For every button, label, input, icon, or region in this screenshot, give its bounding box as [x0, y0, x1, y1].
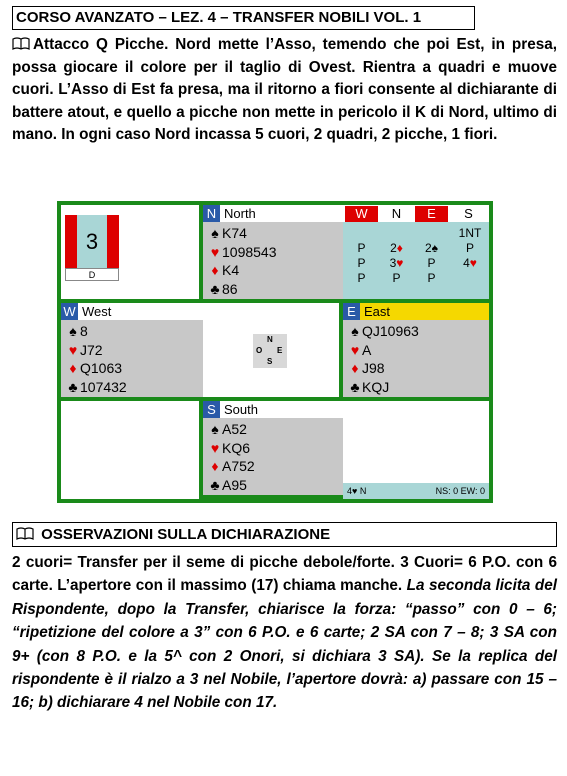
bid-w2: P — [357, 256, 366, 270]
board-number: 3 — [77, 215, 107, 268]
east-diamonds: J98 — [362, 360, 385, 376]
bid-s1: 1NT — [458, 226, 482, 240]
result-bar — [343, 483, 489, 499]
south-letter: S — [203, 401, 220, 418]
heart-icon: ♥ — [210, 243, 220, 260]
east-clubs: KQJ — [362, 378, 390, 395]
board-number-cell — [61, 205, 199, 299]
book-icon — [16, 527, 34, 540]
east-spades: QJ10963 — [362, 323, 419, 339]
west-clubs: 107432 — [80, 378, 127, 395]
auction-header-w: W — [345, 206, 378, 222]
south-diamonds: A752 — [222, 458, 255, 474]
club-icon: ♣ — [68, 378, 78, 395]
bridge-diagram — [57, 201, 493, 503]
compass-s: S — [267, 357, 273, 366]
south-clubs: A95 — [222, 476, 247, 493]
west-hand — [61, 303, 203, 397]
commentary-text: Attacco Q Picche. Nord mette l’Asso, temendo che poi Est, in presa, possa giocare il colore per il taglio di Ovest. Rientra a quadri e muove cuori. L’Asso di Est fa presa, ma il ritorno a fiori consente al dichiarante di battere atout, e quello a picche non mette in pericolo il K di Nord, ultimo di mano. In ogni caso Nord incassa 5 cuori, 2 quadri, 2 picche, 1 fiori. — [12, 36, 557, 143]
bid-s2: P — [465, 241, 474, 255]
north-spades: K74 — [222, 225, 247, 241]
book-icon — [12, 37, 30, 50]
play-commentary — [12, 34, 557, 147]
vulnerability: NS: 0 EW: 0 — [435, 486, 485, 496]
south-spades: A52 — [222, 421, 247, 437]
club-icon: ♣ — [210, 476, 220, 493]
north-letter: N — [203, 205, 220, 222]
compass-n: N — [267, 335, 273, 344]
east-hand — [343, 303, 489, 397]
auction-box — [343, 205, 489, 299]
bid-w3: P — [357, 271, 366, 285]
west-name: West — [82, 304, 112, 319]
notes-italic: La seconda licita del Rispondente, dopo la Transfer, chiarisce la forza: “passo” con 0 – 6; “ripetizione del colore a 3” con 6 P.O. e 6 carte; 2 SA con 7 – 8; 3 SA con 9+ (con 8 P.O. e la 5^ con 2 Onori, si dichiara 3 SA). Se la replica del rispondente è il rialzo a 3 nel Nobile, l’apertore dovrà: a) passare con 15 – 16; b) dichiarare 4 nel Nobile con 17. — [12, 577, 558, 712]
bidding-notes — [12, 551, 557, 715]
auction-header-e: E — [415, 206, 448, 222]
west-diamonds: Q1063 — [80, 360, 123, 376]
north-clubs: 86 — [222, 280, 238, 297]
bid-n1: 2♦ — [390, 241, 403, 255]
north-hearts: 1098543 — [222, 243, 277, 260]
west-letter: W — [61, 303, 78, 320]
diamond-icon: ♦ — [211, 458, 219, 474]
south-hand — [203, 401, 345, 495]
auction-header-s: S — [464, 206, 473, 221]
heart-icon: ♥ — [210, 439, 220, 456]
page-title: CORSO AVANZATO – LEZ. 4 – TRANSFER NOBILI VOL. 1 — [16, 9, 422, 26]
title-bar — [12, 6, 475, 30]
diamond-icon: ♦ — [211, 262, 219, 278]
contract: 4♥ N — [347, 486, 367, 496]
result-cell — [343, 401, 489, 499]
spade-icon: ♠ — [211, 225, 219, 241]
dealer-label: D — [65, 268, 119, 281]
east-hearts: A — [362, 341, 372, 358]
section-bar — [12, 522, 557, 547]
bid-n2: 3♥ — [389, 256, 404, 270]
club-icon: ♣ — [210, 280, 220, 297]
spade-icon: ♠ — [69, 323, 77, 339]
table-center — [203, 303, 339, 397]
empty-cell — [61, 401, 199, 499]
bid-e3: P — [427, 271, 436, 285]
auction-header-n: N — [391, 206, 402, 221]
compass — [253, 334, 287, 368]
north-hand — [203, 205, 345, 299]
north-diamonds: K4 — [222, 262, 240, 278]
bid-w1: P — [357, 241, 366, 255]
compass-o: O — [256, 346, 263, 355]
east-letter: E — [343, 303, 360, 320]
west-hearts: J72 — [80, 341, 103, 358]
diamond-icon: ♦ — [351, 360, 359, 376]
bid-n3: P — [392, 271, 401, 285]
heart-icon: ♥ — [350, 341, 360, 358]
west-spades: 8 — [80, 323, 88, 339]
south-name: South — [224, 402, 258, 417]
heart-icon: ♥ — [68, 341, 78, 358]
spade-icon: ♠ — [351, 323, 359, 339]
bid-e1: 2♠ — [424, 241, 439, 255]
east-name: East — [364, 304, 391, 319]
compass-e: E — [277, 346, 283, 355]
notes-normal: 2 cuori= Transfer per il seme di picche debole/forte. 3 Cuori= 6 P.O. con 6 carte. L’apertore con il massimo (17) chiama manche. — [12, 554, 557, 595]
section-title: OSSERVAZIONI SULLA DICHIARAZIONE — [41, 526, 331, 543]
diamond-icon: ♦ — [69, 360, 77, 376]
north-name: North — [224, 206, 256, 221]
bid-e2: P — [427, 256, 436, 270]
club-icon: ♣ — [350, 378, 360, 395]
south-hearts: KQ6 — [222, 439, 251, 456]
bid-s3: 4♥ — [463, 256, 477, 270]
spade-icon: ♠ — [211, 421, 219, 437]
